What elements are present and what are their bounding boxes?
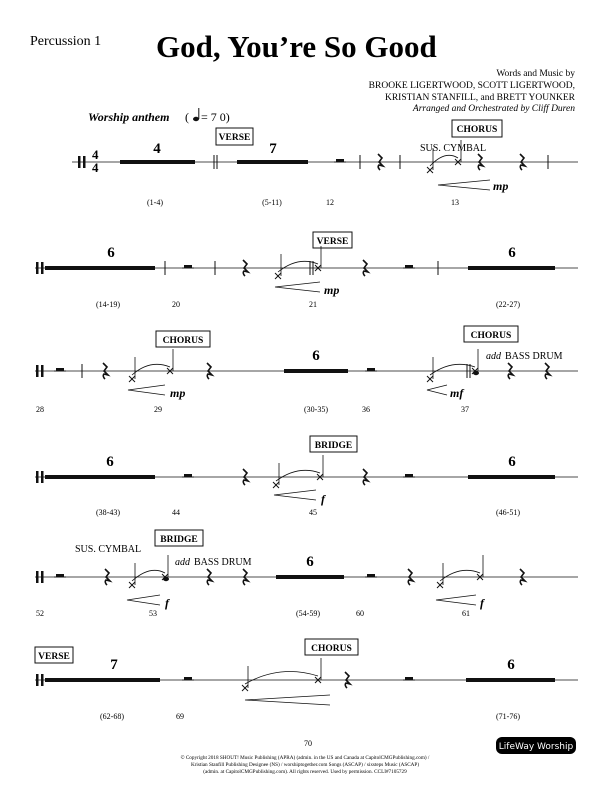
measure-number: 37 — [461, 405, 469, 414]
measure-number: (38-43) — [96, 508, 120, 517]
system-2 — [35, 232, 578, 309]
part-name: Percussion 1 — [30, 34, 102, 49]
tempo-open: ( — [185, 110, 189, 124]
measure-number: 45 — [309, 508, 317, 517]
rehearsal-mark: VERSE — [316, 237, 349, 247]
technique-text: BASS DRUM — [194, 557, 252, 568]
technique-text: add — [175, 557, 190, 568]
measure-number: 53 — [149, 609, 157, 618]
credits-line: KRISTIAN STANFILL, and BRETT YOUNKER — [384, 93, 575, 103]
rehearsal-mark: CHORUS — [470, 331, 512, 341]
technique-text: add — [486, 351, 501, 362]
dynamic-marking: f — [480, 596, 484, 610]
time-sig-top: 4 — [92, 147, 99, 162]
measure-number: (71-76) — [496, 712, 520, 721]
dynamic-marking: mp — [493, 179, 509, 193]
svg-text:LifeWay Worship: LifeWay Worship — [498, 742, 574, 752]
measure-number: 12 — [326, 198, 334, 207]
multirest-count: 4 — [153, 141, 161, 157]
technique-text: SUS. CYMBAL — [420, 143, 487, 154]
measure-number: (30-35) — [304, 405, 328, 414]
tempo-value: = 7 0) — [201, 110, 230, 124]
dynamic-marking: f — [321, 492, 325, 506]
system-5 — [35, 530, 578, 618]
copyright-line: © Copyright 2018 SHOUT! Music Publishing (APRA) (admin. in the US and Canada at CapitolCMGPublishing.com) / — [180, 755, 430, 761]
system-4 — [35, 436, 578, 517]
dynamic-marking: mf — [450, 386, 464, 400]
measure-number: 44 — [172, 508, 180, 517]
publisher-logo — [496, 737, 576, 754]
multirest-count: 6 — [312, 348, 320, 364]
tempo-text: Worship anthem — [88, 110, 170, 124]
measure-number: 60 — [356, 609, 364, 618]
page-title: God, You’re So Good — [156, 29, 437, 64]
rehearsal-mark: BRIDGE — [314, 441, 353, 451]
system-1 — [72, 120, 578, 207]
rehearsal-mark: CHORUS — [162, 336, 204, 346]
measure-number: 52 — [36, 609, 44, 618]
multirest-count: 6 — [508, 245, 516, 261]
measure-number: 70 — [304, 739, 312, 748]
credits-line: Words and Music by — [496, 69, 575, 79]
measure-number: 61 — [462, 609, 470, 618]
measure-number: 28 — [36, 405, 44, 414]
multirest-count: 7 — [269, 141, 277, 157]
time-sig-bottom: 4 — [92, 160, 99, 175]
system-6 — [35, 639, 578, 748]
measure-number: 36 — [362, 405, 370, 414]
multirest-count: 7 — [110, 657, 118, 673]
rehearsal-mark: CHORUS — [456, 125, 498, 135]
quarter-note-icon — [193, 108, 199, 121]
measure-number: 21 — [309, 300, 317, 309]
rehearsal-mark: VERSE — [38, 652, 70, 662]
credits-line: BROOKE LIGERTWOOD, SCOTT LIGERTWOOD, — [368, 81, 575, 91]
measure-number: 69 — [176, 712, 184, 721]
arranger: Arranged and Orchestrated by Cliff Duren — [412, 104, 575, 114]
rehearsal-mark: VERSE — [218, 133, 251, 143]
multirest-count: 6 — [107, 245, 115, 261]
rehearsal-mark: CHORUS — [311, 644, 352, 654]
measure-number: (62-68) — [100, 712, 124, 721]
system-3 — [35, 326, 578, 414]
measure-number: 13 — [451, 198, 459, 207]
measure-number: (46-51) — [496, 508, 520, 517]
measure-number: (54-59) — [296, 609, 320, 618]
measure-number: (22-27) — [496, 300, 520, 309]
copyright-line: (admin. at CapitolCMGPublishing.com). All rights reserved. Used by permission. CCLI#7105729 — [203, 769, 407, 775]
measure-number: (14-19) — [96, 300, 120, 309]
multirest-count: 6 — [106, 454, 114, 470]
multirest-count: 6 — [306, 554, 314, 570]
dynamic-marking: f — [165, 596, 169, 610]
measure-number: 20 — [172, 300, 180, 309]
measure-number: (1-4) — [147, 198, 163, 207]
rehearsal-mark: BRIDGE — [160, 535, 198, 545]
multirest-count: 6 — [507, 657, 515, 673]
copyright-line: Kristian Stanfill Publishing Designee (NS) / worshiptogether.com Songs (ASCAP) / sixsteps Music (ASCAP) — [190, 762, 420, 768]
dynamic-marking: mp — [324, 283, 340, 297]
measure-number: 29 — [154, 405, 162, 414]
multirest-count: 6 — [508, 454, 516, 470]
dynamic-marking: mp — [170, 386, 186, 400]
measure-number: (5-11) — [262, 198, 282, 207]
technique-text: SUS. CYMBAL — [75, 544, 142, 555]
technique-text: BASS DRUM — [505, 351, 563, 362]
